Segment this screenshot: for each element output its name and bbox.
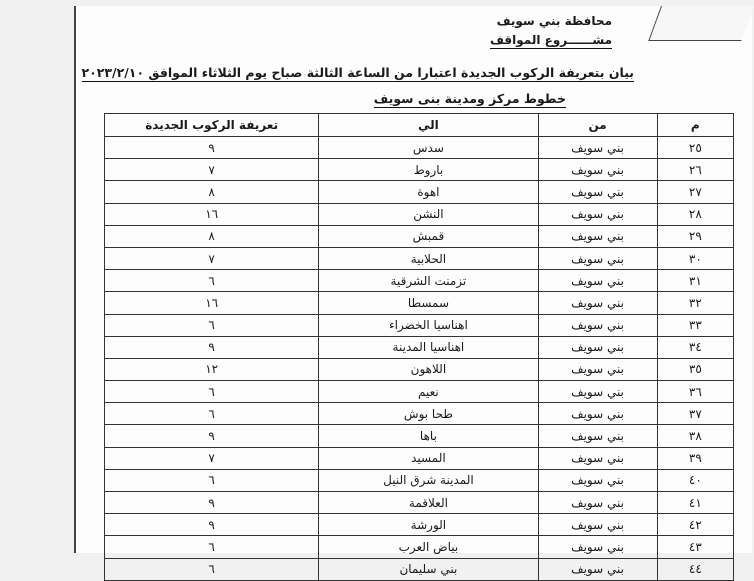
row-fare: ٩ [105, 514, 319, 536]
document-sheet [74, 6, 752, 577]
row-fare: ١٦ [105, 292, 319, 314]
row-fare: ٦ [105, 403, 319, 425]
row-from: بني سويف [538, 203, 657, 225]
row-from: بني سويف [538, 358, 657, 380]
table-row [105, 336, 734, 358]
row-from: بني سويف [538, 270, 657, 292]
row-from: بني سويف [538, 403, 657, 425]
row-to: سمسطا [319, 292, 538, 314]
row-to: نعيم [319, 381, 538, 403]
column-header-number: م [657, 114, 733, 137]
row-fare: ٧ [105, 247, 319, 269]
row-from: بني سويف [538, 336, 657, 358]
table-row [105, 381, 734, 403]
row-number: ٤١ [657, 492, 733, 514]
table-row [105, 137, 734, 159]
row-to: بني سليمان [319, 558, 538, 580]
row-number: ٢٦ [657, 159, 733, 181]
table-header-row [105, 114, 734, 137]
governorate-name: محافظة بني سويف [496, 14, 612, 28]
row-fare: ١٢ [105, 358, 319, 380]
row-fare: ٨ [105, 181, 319, 203]
table-row [105, 270, 734, 292]
row-fare: ١٦ [105, 203, 319, 225]
row-fare: ٦ [105, 381, 319, 403]
table-row [105, 181, 734, 203]
row-from: بني سويف [538, 225, 657, 247]
table-row [105, 203, 734, 225]
table-row [105, 314, 734, 336]
row-fare: ٦ [105, 270, 319, 292]
row-to: المسيد [319, 447, 538, 469]
row-from: بني سويف [538, 247, 657, 269]
row-number: ٤٣ [657, 536, 733, 558]
row-number: ٣٦ [657, 381, 733, 403]
table-row [105, 536, 734, 558]
row-number: ٣٧ [657, 403, 733, 425]
row-from: بني سويف [538, 514, 657, 536]
row-number: ٣٩ [657, 447, 733, 469]
row-number: ٣٨ [657, 425, 733, 447]
row-from: بني سويف [538, 425, 657, 447]
row-fare: ٦ [105, 536, 319, 558]
row-fare: ٧ [105, 159, 319, 181]
document-subtitle: خطوط مركز ومدينة بنى سويف [373, 91, 566, 106]
row-number: ٣٣ [657, 314, 733, 336]
row-to: اللاهون [319, 358, 538, 380]
column-header-from: من [538, 114, 657, 137]
row-from: بني سويف [538, 137, 657, 159]
row-number: ٢٥ [657, 137, 733, 159]
table-row [105, 403, 734, 425]
table-row [105, 425, 734, 447]
row-to: اهناسيا الخضراء [319, 314, 538, 336]
row-fare: ٦ [105, 314, 319, 336]
row-number: ٤٤ [657, 558, 733, 580]
fares-table [104, 113, 734, 581]
column-header-fare: تعريفة الركوب الجديدة [105, 114, 319, 137]
column-header-to: الي [319, 114, 538, 137]
table-row [105, 358, 734, 380]
table-row [105, 469, 734, 491]
row-to: العلاقمة [319, 492, 538, 514]
row-from: بني سويف [538, 558, 657, 580]
row-from: بني سويف [538, 159, 657, 181]
row-to: سدس [319, 137, 538, 159]
row-to: الورشة [319, 514, 538, 536]
row-to: تزمنت الشرقية [319, 270, 538, 292]
row-to: المدينة شرق النيل [319, 469, 538, 491]
table-row [105, 225, 734, 247]
row-number: ٤٠ [657, 469, 733, 491]
row-number: ٣٥ [657, 358, 733, 380]
row-from: بني سويف [538, 469, 657, 491]
row-number: ٤٢ [657, 514, 733, 536]
row-number: ٢٨ [657, 203, 733, 225]
row-to: باها [319, 425, 538, 447]
row-number: ٣٤ [657, 336, 733, 358]
row-number: ٣١ [657, 270, 733, 292]
row-from: بني سويف [538, 447, 657, 469]
row-fare: ٦ [105, 469, 319, 491]
table-row [105, 159, 734, 181]
row-number: ٣٠ [657, 247, 733, 269]
row-from: بني سويف [538, 314, 657, 336]
row-to: الحلابية [319, 247, 538, 269]
row-from: بني سويف [538, 536, 657, 558]
row-to: النشن [319, 203, 538, 225]
row-fare: ٩ [105, 492, 319, 514]
row-number: ٢٧ [657, 181, 733, 203]
row-from: بني سويف [538, 181, 657, 203]
table-row [105, 514, 734, 536]
row-to: طحا بوش [319, 403, 538, 425]
row-from: بني سويف [538, 492, 657, 514]
document-title: بيان بتعريفة الركوب الجديدة اعتبارا من الساعة الثالثة صباح يوم الثلاثاء الموافق ٢٠٢٣/٢/١٠ [81, 65, 634, 80]
table-row [105, 447, 734, 469]
row-fare: ٩ [105, 137, 319, 159]
folded-corner [648, 6, 754, 41]
row-to: اهناسيا المدينة [319, 336, 538, 358]
table-row [105, 558, 734, 580]
row-to: قمبش [319, 225, 538, 247]
row-fare: ٩ [105, 425, 319, 447]
row-fare: ٦ [105, 558, 319, 580]
row-from: بني سويف [538, 381, 657, 403]
row-fare: ٨ [105, 225, 319, 247]
row-from: بني سويف [538, 292, 657, 314]
row-fare: ٧ [105, 447, 319, 469]
table-row [105, 247, 734, 269]
table-row [105, 492, 734, 514]
row-to: باروط [319, 159, 538, 181]
row-number: ٢٩ [657, 225, 733, 247]
table-row [105, 292, 734, 314]
row-number: ٣٢ [657, 292, 733, 314]
row-fare: ٩ [105, 336, 319, 358]
row-to: اهوة [319, 181, 538, 203]
project-name: مشــــــروع المواقف [490, 33, 612, 47]
row-to: بياض العرب [319, 536, 538, 558]
